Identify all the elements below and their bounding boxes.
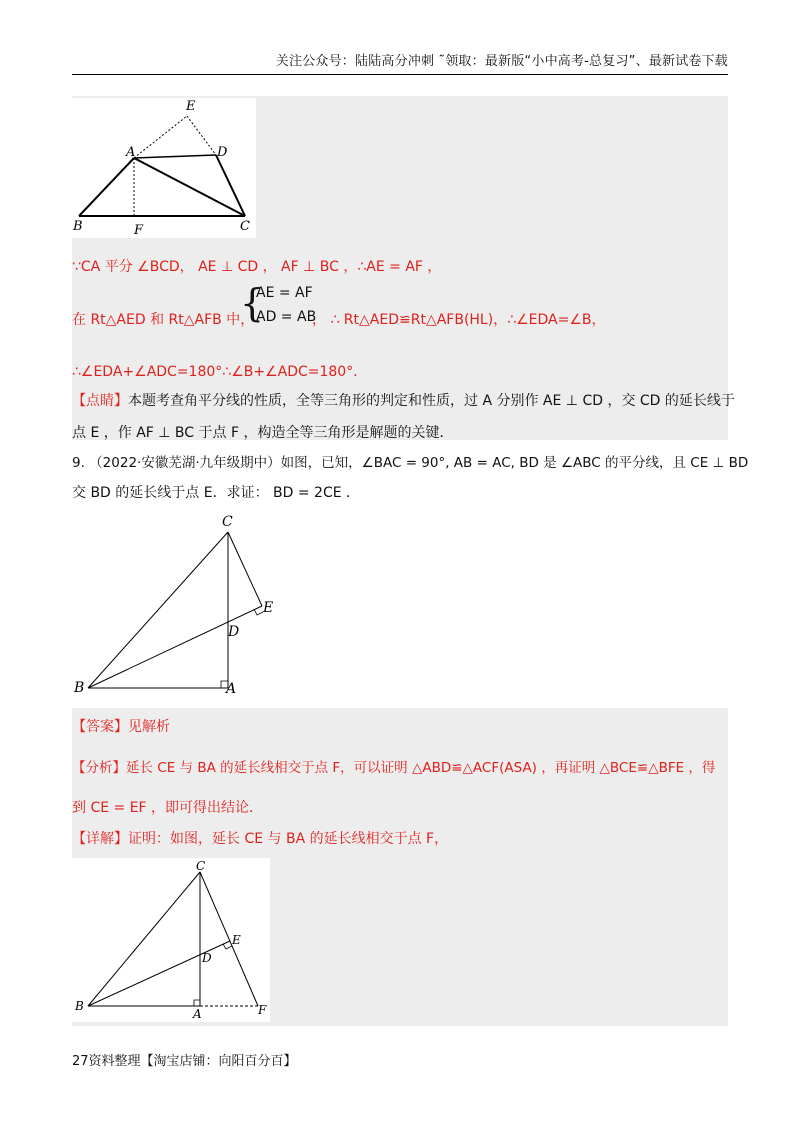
label-C: C <box>240 219 250 234</box>
dianjing-tag: 【点睛】 <box>72 393 128 409</box>
label-F: F <box>258 1003 267 1017</box>
label-D: D <box>217 145 228 160</box>
xiangjie-tag: 【详解】 <box>72 831 128 847</box>
fenxi-tag: 【分析】 <box>72 760 126 776</box>
dianjing-line-2: 点 E ，作 AF ⊥ BC 于点 F ，构造全等三角形是解题的关键． <box>72 425 454 441</box>
page-number: 27 <box>72 1054 89 1069</box>
label-B: B <box>73 219 83 234</box>
xiangjie-line <box>72 828 448 848</box>
figure-1 <box>72 98 256 238</box>
segment-CE <box>228 532 262 606</box>
daan-line <box>72 716 170 736</box>
daan-text: 见解析 <box>128 719 170 735</box>
segment-BC <box>88 532 228 688</box>
label-E: E <box>263 600 274 616</box>
right-angle-E <box>254 609 263 615</box>
solution-8-line-1: ∵CA 平分 ∠BCD， AE ⊥ CD ， AF ⊥ BC ，∴AE = AF ， <box>72 259 442 275</box>
page-header <box>72 52 728 75</box>
system-eq-2: AD = AB <box>256 309 317 325</box>
page-footer <box>72 1050 297 1069</box>
dianjing-text-1: 本题考查角平分线的性质，全等三角形的判定和性质，过 A 分别作 AE ⊥ CD ，交 CD 的延长线于 <box>128 393 735 409</box>
system-eq-1: AE = AF <box>256 285 313 301</box>
figure-3 <box>72 858 270 1022</box>
label-B: B <box>74 680 85 696</box>
label-E: E <box>186 99 196 114</box>
label-A: A <box>126 145 136 160</box>
fenxi-text-1: 延长 CE 与 BA 的延长线相交于点 F，可以证明 △ABD≌△ACF(ASA) ，再证明 △BCE≌△BFE ，得 <box>126 760 716 776</box>
fenxi-line-2: 到 CE = EF ，即可得出结论． <box>72 800 264 816</box>
label-A: A <box>226 681 237 697</box>
solution-8-line-2-pre: 在 Rt△AED 和 Rt△AFB 中， <box>72 312 255 328</box>
header-text: 关注公众号：陆陆高分冲刺 ˜领取：最新版“小中高考-总复习”、最新试卷下载 <box>275 54 728 69</box>
solution-8-line-2-post: ， ∴ Rt△AED≌Rt△AFB(HL)，∴∠EDA=∠B， <box>312 312 606 328</box>
label-D: D <box>202 951 212 965</box>
label-A: A <box>193 1007 202 1021</box>
segment-BE <box>88 606 262 688</box>
label-D: D <box>228 624 240 640</box>
xiangjie-text: 证明：如图，延长 CE 与 BA 的延长线相交于点 F， <box>128 831 449 847</box>
figure-2 <box>72 512 292 702</box>
label-E: E <box>232 933 241 947</box>
solution-8-line-3: ∴∠EDA+∠ADC=180°∴∠B+∠ADC=180°． <box>72 364 368 380</box>
label-B: B <box>75 999 84 1013</box>
problem-9-line-2: 交 BD 的延长线于点 E．求证： BD = 2CE ． <box>72 485 361 501</box>
daan-tag: 【答案】 <box>72 719 128 735</box>
label-C: C <box>222 514 233 530</box>
system-brace: { <box>240 281 265 325</box>
footer-text: 资料整理【淘宝店铺：向阳百分百】 <box>88 1054 297 1069</box>
label-F: F <box>134 223 144 238</box>
label-C: C <box>196 859 206 873</box>
dianjing-line-1 <box>72 390 735 410</box>
problem-9-line-1: 9. （2022·安徽芜湖·九年级期中）如图，已知，∠BAC = 90°, AB = AC, BD 是 ∠ABC 的平分线，且 CE ⊥ BD <box>72 455 749 471</box>
fenxi-line-1 <box>72 756 715 776</box>
